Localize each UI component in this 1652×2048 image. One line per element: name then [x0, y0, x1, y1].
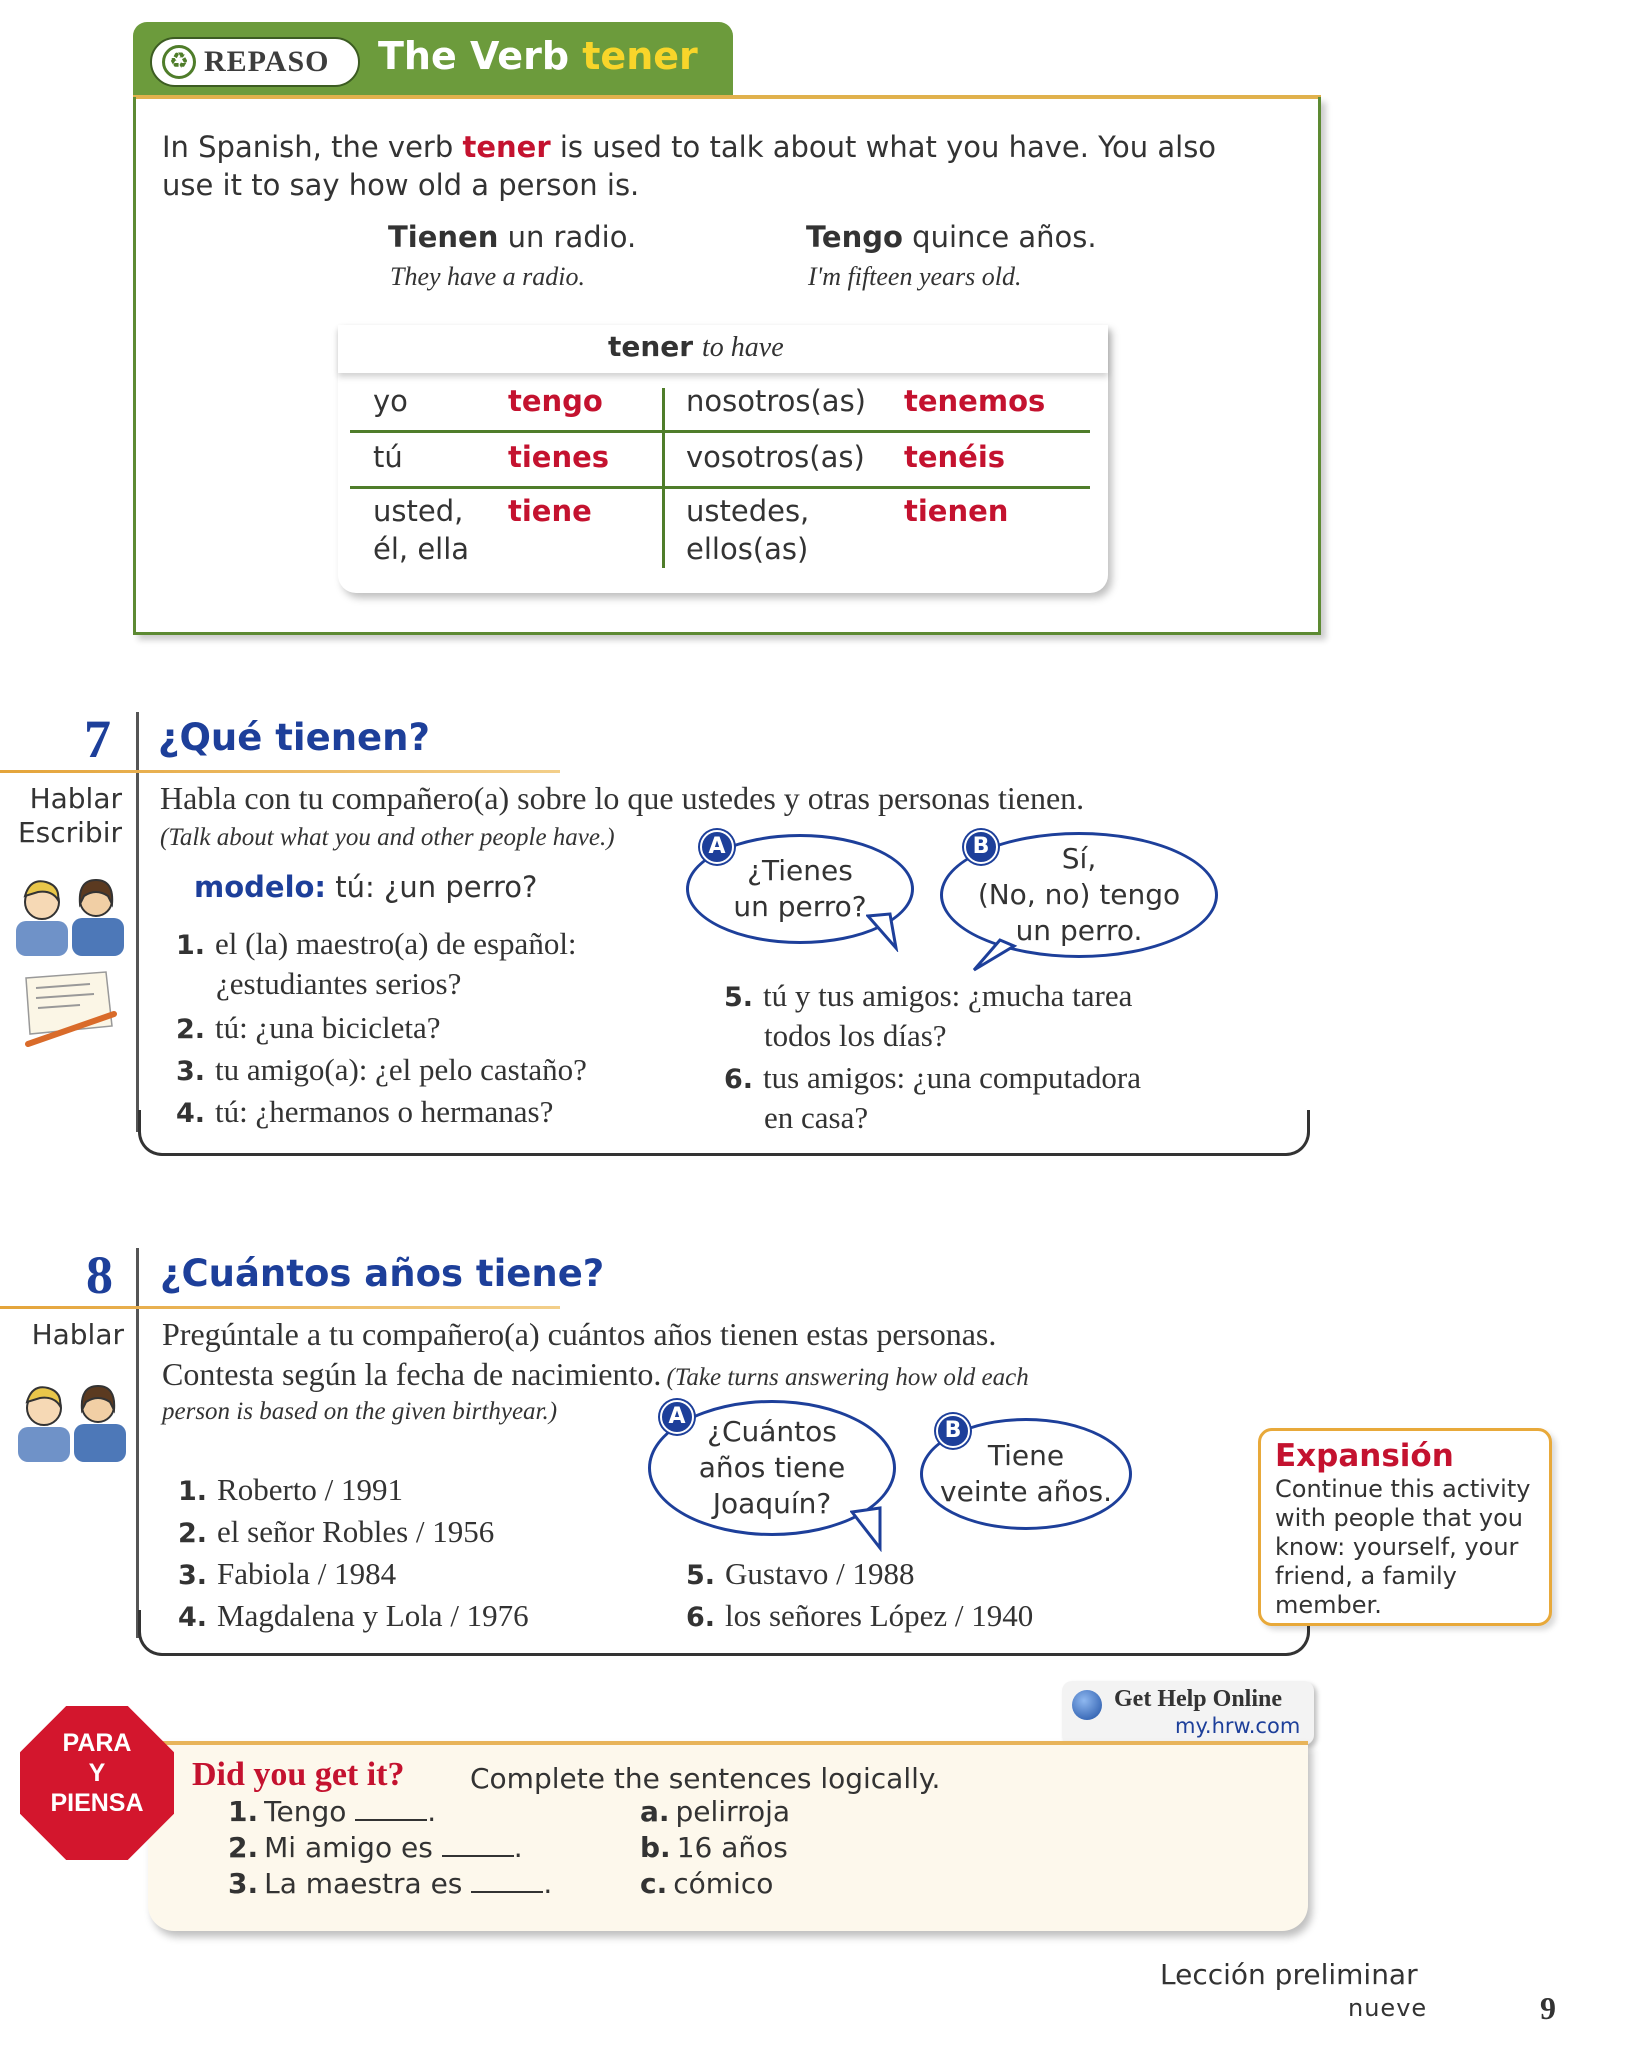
item-text: Gustavo / 1988	[725, 1556, 915, 1591]
footer-page-word: nueve	[1348, 1994, 1428, 2022]
list-item	[724, 976, 1132, 1018]
list-item	[176, 1050, 587, 1092]
question-end: .	[543, 1867, 553, 1900]
check-instruction: Complete the sentences logically.	[470, 1762, 941, 1795]
item-number: 2.	[176, 1014, 206, 1045]
activity-8-number: 8	[86, 1245, 113, 1305]
speech-bubble-tail	[866, 912, 906, 952]
speech-bubble-tail	[970, 938, 1020, 972]
badge-b: B	[936, 1414, 970, 1448]
list-item	[178, 1596, 529, 1638]
example-2-translation: I'm fifteen years old.	[808, 262, 1022, 291]
modelo-label: modelo:	[194, 870, 327, 904]
item-text: los señores López / 1940	[725, 1598, 1034, 1633]
item-number: 3.	[176, 1056, 206, 1087]
list-item	[686, 1554, 914, 1596]
answer-text: cómico	[673, 1867, 774, 1900]
table-cell-form: tenéis	[904, 440, 1006, 474]
table-title	[608, 330, 784, 364]
stop-sign-label	[20, 1728, 174, 1818]
repaso-title	[378, 34, 698, 78]
bubble-b-line: Tiene	[987, 1439, 1065, 1472]
item-text: tu amigo(a): ¿el pelo castaño?	[215, 1052, 587, 1087]
activity-7-instruction: Habla con tu compañero(a) sobre lo que ustedes y otras personas tienen.	[160, 780, 1085, 816]
bubble-b-line: Sí,	[1061, 842, 1097, 875]
repaso-badge	[150, 37, 360, 87]
list-item	[178, 1470, 403, 1512]
table-verb: tener	[608, 330, 694, 363]
item-number: 5.	[724, 982, 754, 1013]
item-number: 6.	[724, 1064, 754, 1095]
item-number: 4.	[178, 1602, 208, 1633]
repaso-intro	[162, 128, 1282, 204]
repaso-label: REPASO	[204, 45, 330, 78]
badge-a: A	[660, 1400, 694, 1434]
answer-option	[640, 1830, 788, 1866]
table-row-divider	[350, 486, 1090, 489]
question-number: 2.	[228, 1831, 259, 1864]
answer-letter: b.	[640, 1831, 671, 1864]
item-number: 6.	[686, 1602, 716, 1633]
badge-a: A	[700, 830, 734, 864]
example-1-verb: Tienen	[388, 220, 499, 254]
example-1-translation: They have a radio.	[390, 262, 585, 291]
table-cell-pronoun: ustedes,	[686, 494, 810, 528]
speech-bubble-tail	[850, 1506, 890, 1552]
table-cell-pronoun: vosotros(as)	[686, 440, 865, 474]
bubble-a-line: Joaquín?	[712, 1487, 832, 1520]
table-cell-form: tienes	[508, 440, 610, 474]
activity-7-modelo	[194, 870, 537, 904]
stop-line: Y	[88, 1759, 106, 1787]
item-text: Fabiola / 1984	[217, 1556, 397, 1591]
bubble-a-line: años tiene	[698, 1451, 846, 1484]
answer-text: 16 años	[676, 1831, 788, 1864]
list-item	[686, 1596, 1033, 1638]
item-continuation: ¿estudiantes serios?	[216, 966, 462, 1001]
answer-option	[640, 1866, 773, 1902]
bubble-b-line: (No, no) tengo	[977, 878, 1181, 911]
table-cell-pronoun: ellos(as)	[686, 532, 809, 566]
table-cell-form: tienen	[904, 494, 1009, 528]
activity-7-number: 7	[84, 709, 111, 769]
help-online-url[interactable]: my.hrw.com	[1175, 1714, 1301, 1738]
item-number: 1.	[176, 930, 206, 961]
question-number: 1.	[228, 1795, 259, 1828]
example-2-verb: Tengo	[806, 220, 903, 254]
list-item	[176, 1008, 441, 1050]
answer-blank[interactable]	[471, 1871, 543, 1893]
table-cell-pronoun: nosotros(as)	[686, 384, 866, 418]
expansion-text: Continue this activity with people that you know: yourself, your friend, a family member.	[1275, 1475, 1531, 1619]
table-cell-pronoun: usted,	[373, 494, 464, 528]
answer-blank[interactable]	[355, 1799, 427, 1821]
table-meaning: to have	[702, 332, 784, 363]
activity-8-instruction-1: Pregúntale a tu compañero(a) cuántos años tienen estas personas.	[162, 1316, 997, 1352]
intro-text-2: is used to talk about what you have. You also	[559, 130, 1217, 164]
table-cell-form: tenemos	[904, 384, 1046, 418]
table-cell-form: tengo	[508, 384, 603, 418]
activity-8-skills	[10, 1318, 124, 1352]
question-text: Tengo	[264, 1795, 347, 1828]
table-row-divider	[350, 430, 1090, 433]
skill-hablar: Hablar	[29, 782, 122, 815]
page-number: 9	[1540, 1990, 1556, 2026]
check-heading: Did you get it?	[192, 1756, 405, 1793]
intro-verb: tener	[462, 130, 551, 164]
item-number: 3.	[178, 1560, 208, 1591]
item-number: 2.	[178, 1518, 208, 1549]
item-text: Magdalena y Lola / 1976	[217, 1598, 529, 1633]
example-1-rest: un radio.	[507, 220, 637, 254]
globe-icon	[1072, 1690, 1102, 1720]
table-cell-pronoun: tú	[373, 440, 403, 474]
answer-text: pelirroja	[675, 1795, 791, 1828]
question-number: 3.	[228, 1867, 259, 1900]
expansion-box	[1258, 1428, 1552, 1626]
table-cell-pronoun: él, ella	[373, 532, 470, 566]
repaso-title-verb: tener	[582, 34, 698, 78]
answer-option	[640, 1794, 790, 1830]
recycle-icon: ♻	[162, 45, 196, 79]
item-continuation: todos los días?	[764, 1018, 947, 1053]
expansion-title: Expansión	[1275, 1438, 1454, 1474]
skill-escribir: Escribir	[17, 816, 122, 849]
activity-7-skills	[10, 782, 122, 850]
question-end: .	[513, 1831, 523, 1864]
bubble-a-line: ¿Cuántos	[707, 1415, 837, 1448]
bubble-a-line: un perro?	[733, 890, 867, 923]
list-item	[178, 1554, 396, 1596]
example-2-rest: quince años.	[912, 220, 1097, 254]
modelo-text: tú: ¿un perro?	[335, 870, 538, 904]
help-online-title[interactable]: Get Help Online	[1114, 1686, 1282, 1712]
footer-lesson: Lección preliminar	[1160, 1958, 1418, 1991]
activity-8-rule	[0, 1306, 560, 1309]
example-2	[806, 218, 1097, 256]
bubble-b-line: un perro.	[1015, 914, 1143, 947]
activity-7-rule	[0, 770, 560, 773]
activity-7-bar	[136, 712, 139, 1132]
stop-line: PIENSA	[50, 1789, 144, 1817]
intro-text-3: use it to say how old a person is.	[162, 168, 640, 202]
question-text: La maestra es	[264, 1867, 463, 1900]
item-text: el señor Robles / 1956	[217, 1514, 495, 1549]
item-number: 4.	[176, 1098, 206, 1129]
question-end: .	[427, 1795, 437, 1828]
table-cell-pronoun: yo	[373, 384, 408, 418]
badge-b: B	[964, 830, 998, 864]
list-item	[178, 1512, 494, 1554]
list-item	[176, 924, 577, 966]
list-item	[724, 1058, 1141, 1100]
list-item	[176, 1092, 553, 1134]
answer-letter: c.	[640, 1867, 668, 1900]
activity-8-instruction-2-line	[162, 1354, 1029, 1394]
activity-8-title: ¿Cuántos años tiene?	[160, 1252, 605, 1295]
table-column-divider	[662, 388, 665, 568]
activity-8-translation-1: (Take turns answering how old each	[666, 1364, 1029, 1391]
skill-hablar: Hablar	[31, 1318, 124, 1351]
item-text: tus amigos: ¿una computadora	[763, 1060, 1141, 1095]
question-item	[228, 1866, 552, 1902]
example-1	[388, 218, 636, 256]
item-text: tú: ¿hermanos o hermanas?	[215, 1094, 554, 1129]
table-cell-form: tiene	[508, 494, 592, 528]
question-text: Mi amigo es	[264, 1831, 433, 1864]
activity-8-translation-2: person is based on the given birthyear.)	[162, 1398, 558, 1425]
question-item	[228, 1830, 523, 1866]
item-text: tú y tus amigos: ¿mucha tarea	[763, 978, 1133, 1013]
bubble-a-line: ¿Tienes	[747, 854, 853, 887]
activity-7-title: ¿Qué tienen?	[158, 716, 430, 759]
item-text: el (la) maestro(a) de español:	[215, 926, 577, 961]
bubble-b-line: veinte años.	[940, 1475, 1112, 1508]
item-continuation: en casa?	[764, 1100, 869, 1135]
answer-blank[interactable]	[442, 1835, 514, 1857]
stop-line: PARA	[62, 1729, 132, 1757]
pair-work-icon	[16, 866, 126, 956]
item-number: 5.	[686, 1560, 716, 1591]
intro-text-1: In Spanish, the verb	[162, 130, 454, 164]
answer-letter: a.	[640, 1795, 670, 1828]
activity-8-instruction-2: Contesta según la fecha de nacimiento.	[162, 1356, 662, 1392]
repaso-title-prefix: The Verb	[378, 34, 570, 78]
item-text: Roberto / 1991	[217, 1472, 404, 1507]
pair-work-icon	[18, 1372, 128, 1462]
writing-icon	[20, 970, 120, 1050]
activity-7-translation: (Talk about what you and other people have.)	[160, 824, 615, 851]
question-item	[228, 1794, 436, 1830]
item-text: tú: ¿una bicicleta?	[215, 1010, 441, 1045]
item-number: 1.	[178, 1476, 208, 1507]
